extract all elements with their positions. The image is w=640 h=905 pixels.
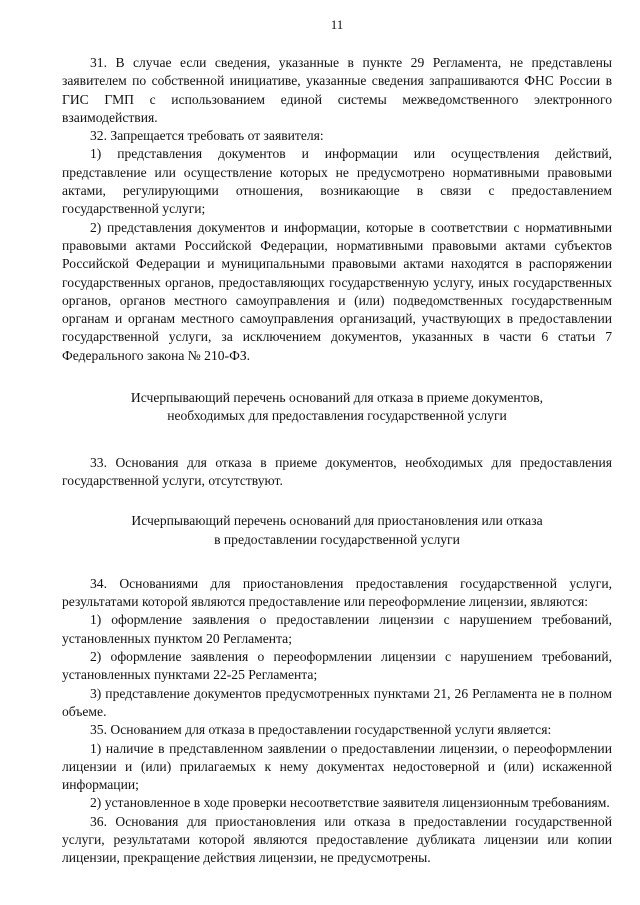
paragraph-34-item-3: 3) представление документов предусмотренных пунктами 21, 26 Регламента не в полном объеме. bbox=[62, 685, 612, 719]
paragraph-34-item-2: 2) оформление заявления о переоформлении лицензии с нарушением требований, установленных пунктами 22-25 Регламента; bbox=[62, 649, 612, 683]
heading-line: Исчерпывающий перечень оснований для приостановления или отказа bbox=[131, 513, 543, 529]
paragraph-31: 31. В случае если сведения, указанные в пункте 29 Регламента, не представлены заявителем по собственной инициативе, указанные сведения запрашиваются ФНС России в ГИС ГМП с использованием единой системы межведомственного электронного взаимодействия. bbox=[62, 55, 612, 125]
paragraph-35-item-1: 1) наличие в представленном заявлении о предоставлении лицензии, о переоформлении лицензии и (или) прилагаемых к нему документах недостоверной и (или) искаженной информации; bbox=[62, 740, 612, 793]
paragraph-36: 36. Основания для приостановления или отказа в предоставлении государственной услуги, результатами которой являются предоставление дубликата лицензии или копии лицензии, прекращение действия лицензии, не предусмотрены. bbox=[62, 813, 612, 866]
paragraph-33: 33. Основания для отказа в приеме документов, необходимых для предоставления государственной услуги, отсутствуют. bbox=[62, 454, 612, 488]
paragraph-34: 34. Основаниями для приостановления предоставления государственной услуги, результатами которой являются предоставление или переоформление лицензии, являются: bbox=[62, 575, 612, 610]
heading-line: в предоставлении государственной услуги bbox=[214, 531, 460, 547]
paragraph-32-item-2: 2) представления документов и информации, которые в соответствии с нормативными правовыми актами Российской Федерации, нормативными правовыми актами субъектов Российской Федерации и муниципальными правовыми актами находятся в распоряжении государственных органов, предоставляющих государственную услугу, иных государственных органов, органов местного самоуправления и (или) подведомственных государственным органам и органам местного самоуправления организаций, участвующих в предоставлении государственной услуги, за исключением документов, указанных в части 6 статьи 7 Федерального закона № 210-ФЗ. bbox=[62, 219, 612, 363]
paragraph-35-item-2: 2) установленное в ходе проверки несоответствие заявителя лицензионным требованиям. bbox=[90, 795, 610, 811]
paragraph-35: 35. Основанием для отказа в предоставлении государственной услуги является: bbox=[90, 722, 552, 738]
section-heading-refusal-documents bbox=[62, 389, 612, 426]
paragraph-32: 32. Запрещается требовать от заявителя: bbox=[90, 128, 324, 144]
paragraph-32-item-1: 1) представления документов и информации или осуществления действий, представление или осуществление которых не предусмотрено нормативными правовыми актами, регулирующими отношения, возникающие в связи с предоставлением государственной услуги; bbox=[62, 146, 612, 217]
heading-line: Исчерпывающий перечень оснований для отказа в приеме документов, bbox=[130, 390, 544, 406]
heading-line: необходимых для предоставления государственной услуги bbox=[167, 408, 507, 424]
paragraph-34-item-1: 1) оформление заявления о предоставлении лицензии с нарушением требований, установленных пунктом 20 Регламента; bbox=[62, 612, 612, 646]
page-number: 11 bbox=[330, 17, 344, 32]
section-heading-suspension-refusal bbox=[62, 512, 612, 549]
